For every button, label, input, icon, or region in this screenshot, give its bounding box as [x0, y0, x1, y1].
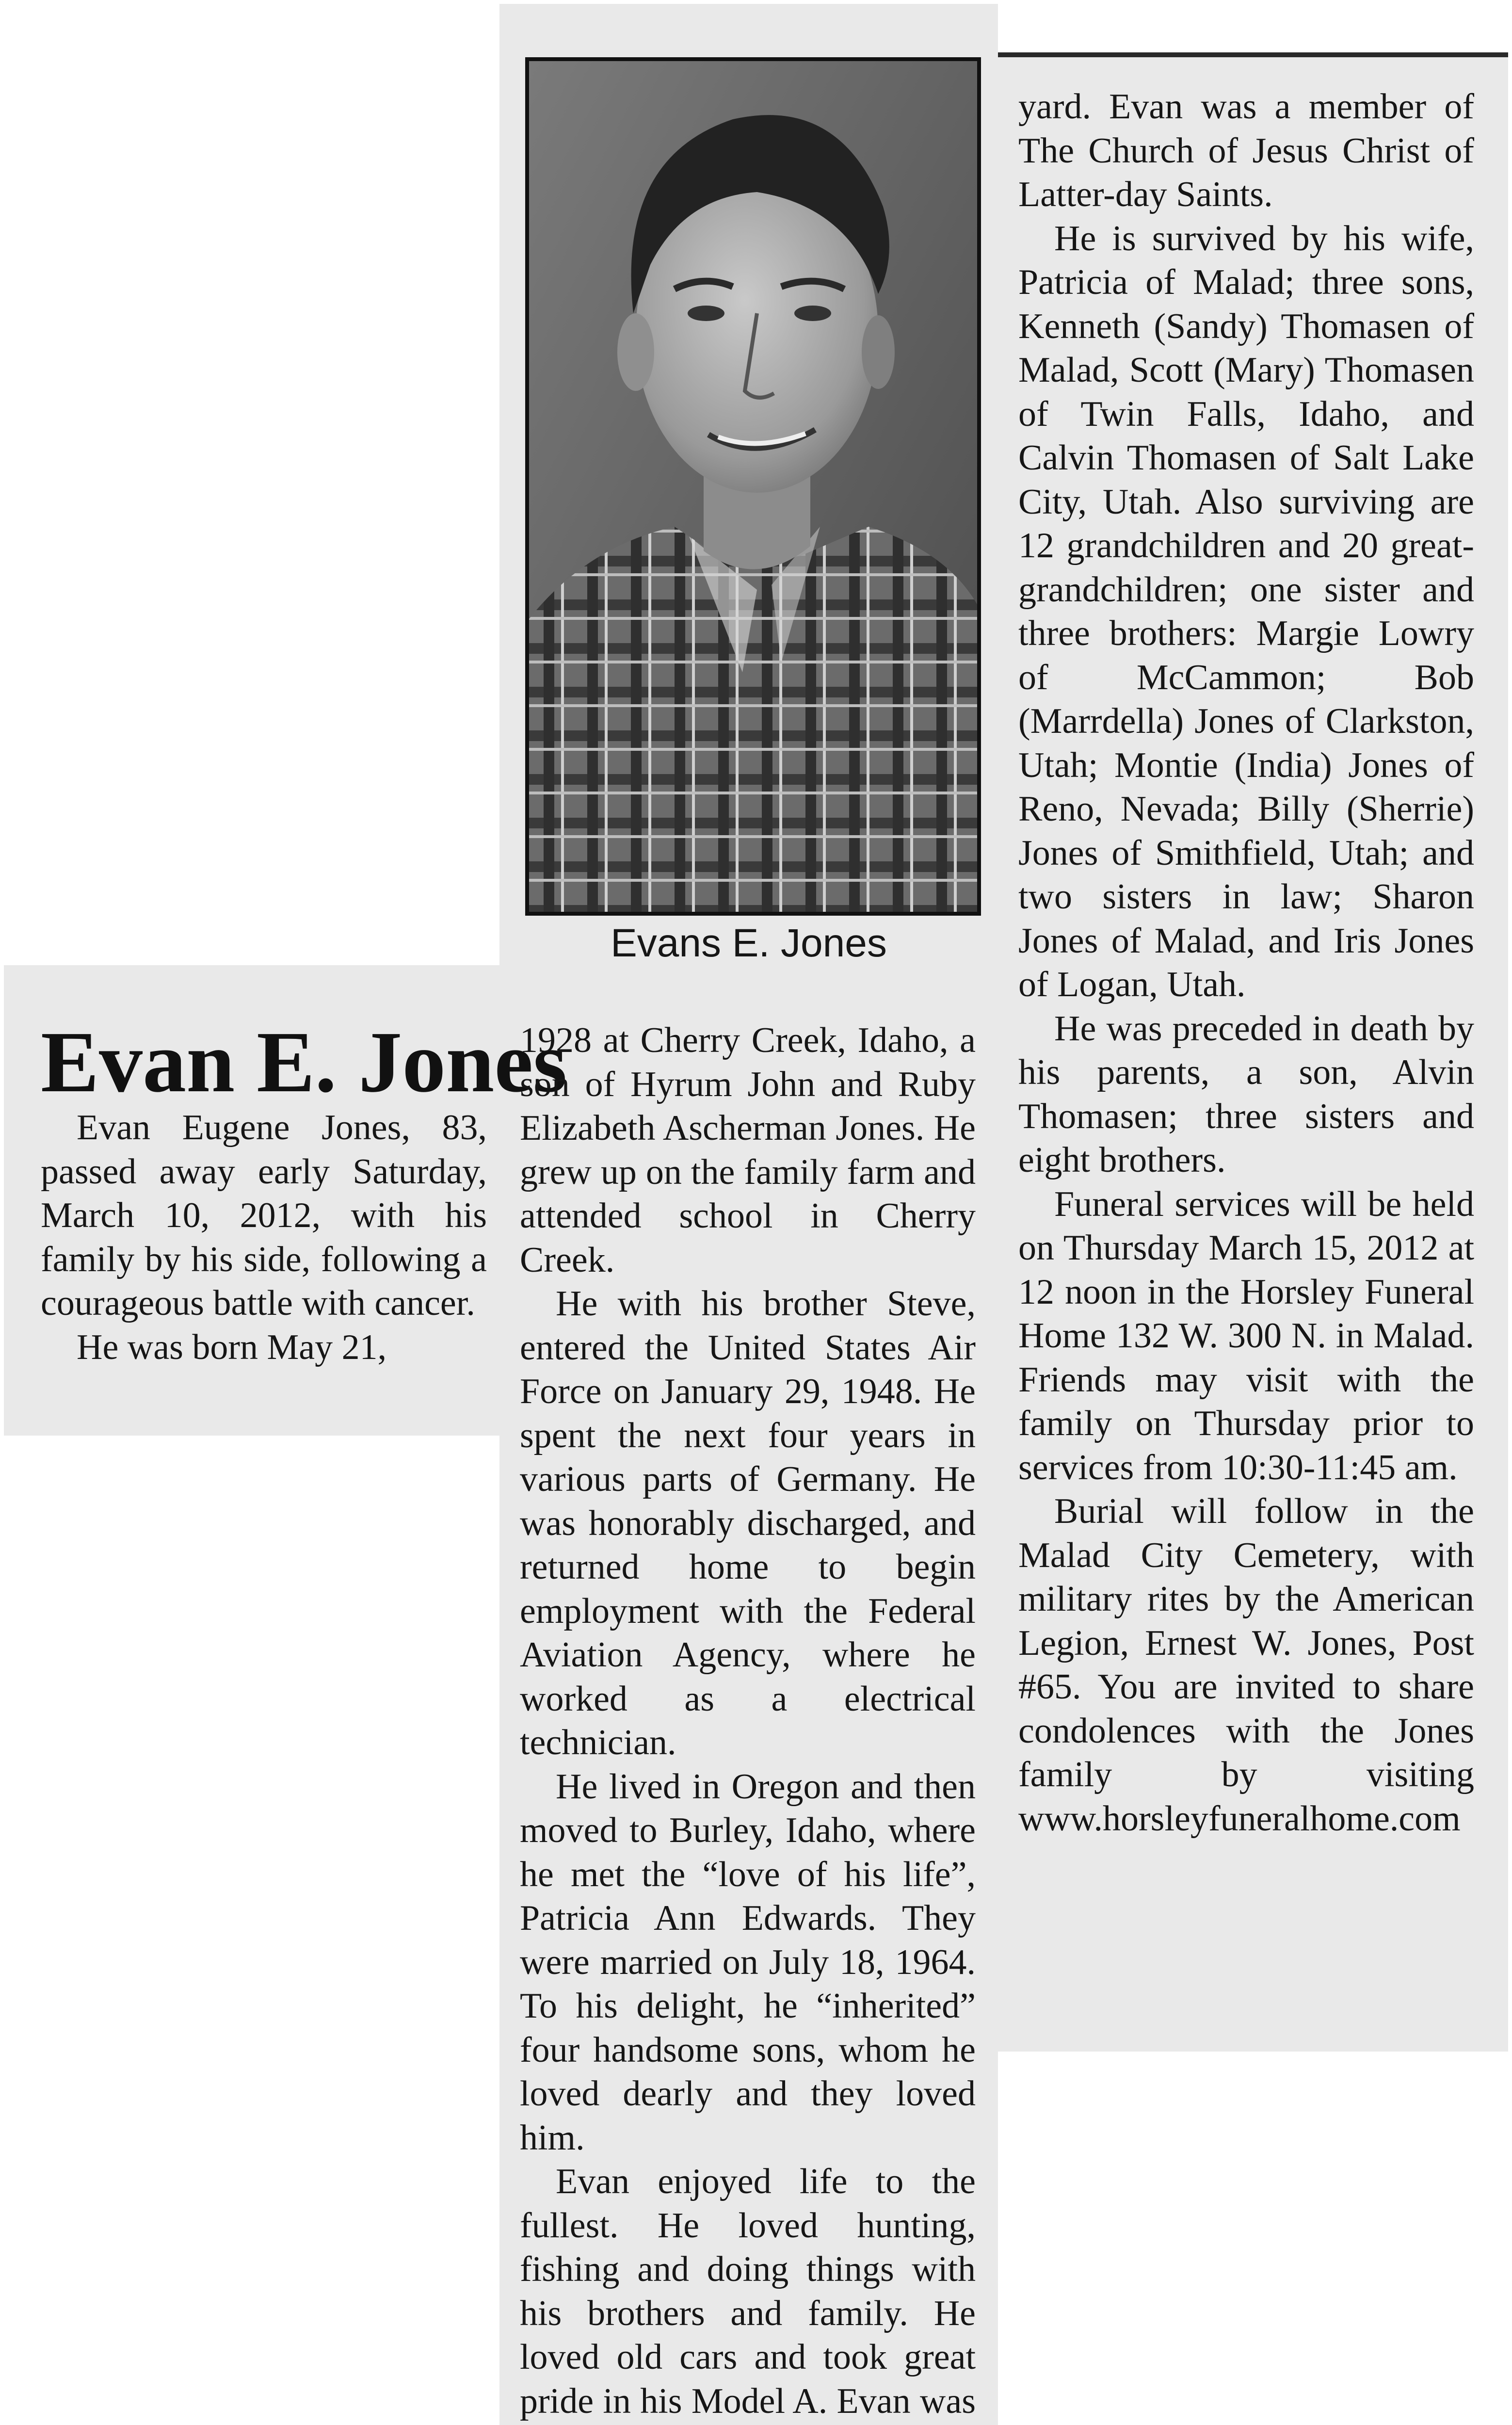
paragraph: He was preceded in death by his parents, a son, Alvin Thomasen; three sisters and eight brothers.	[1018, 1008, 1474, 1180]
paragraph: He was born May 21,	[77, 1327, 387, 1367]
portrait-illustration	[529, 61, 977, 912]
paragraph: He is survived by his wife, Patricia of Malad; three sons, Kenneth (Sandy) Thomasen of Malad, Scott (Mary) Thomasen of Twin Falls, Idaho, and Calvin Thomasen of Salt Lake City, Utah. Also surviving are 12 grandchildren and 20 great-grandchildren; one sister and three brothers: Margie Lowry of McCammon; Bob (Marrdella) Jones of Clarkston, Utah; Montie (India) Jones of Reno, Nevada; Billy (Sherrie) Jones of Smithfield, Utah; and two sisters in law; Sharon Jones of Malad, and Iris Jones of Logan, Utah.	[1018, 218, 1474, 1004]
paragraph: Evan Eugene Jones, 83, passed away early Saturday, March 10, 2012, with his family by his side, following a courageous battle with cancer.	[41, 1108, 487, 1323]
column-left-text	[41, 1106, 487, 1369]
paragraph: Funeral services will be held on Thursday March 15, 2012 at 12 noon in the Horsley Funeral Home 132 W. 300 N. in Malad. Friends may visit with the family on Thursday prior to services from 10:30-11:45 am.	[1018, 1184, 1474, 1487]
column-right-text	[1018, 85, 1474, 1841]
paragraph: Burial will follow in the Malad City Cemetery, with military rites by the American Legion, Ernest W. Jones, Post #65. You are invited to share condolences with the Jones family by visiting www.horsleyfuneralhome.com	[1018, 1491, 1474, 1839]
paragraph: 1928 at Cherry Creek, Idaho, a son of Hyrum John and Ruby Elizabeth Ascherman Jones. He grew up on the family farm and attended school in Cherry Creek.	[520, 1020, 976, 1280]
paragraph: He lived in Oregon and then moved to Burley, Idaho, where he met the “love of his life”, Patricia Ann Edwards. They were married on July 18, 1964. To his delight, he “inherited” four handsome sons, whom he loved dearly and they loved him.	[520, 1766, 976, 2158]
top-rule	[998, 52, 1508, 57]
column-middle-text	[520, 1018, 976, 2425]
paragraph: yard. Evan was a member of The Church of Jesus Christ of Latter-day Saints.	[1018, 87, 1474, 214]
photo-caption: Evans E. Jones	[611, 921, 887, 965]
obituary-headline: Evan E. Jones	[41, 1014, 567, 1110]
paragraph: He with his brother Steve, entered the United States Air Force on January 29, 1948. He spent the next four years in various parts of Germany. He was honorably discharged, and returned home to begin employment with the Federal Aviation Agency, where he worked as a electrical technician.	[520, 1284, 976, 1762]
paragraph: Evan enjoyed life to the fullest. He loved hunting, fishing and doing things with his brothers and family. He loved old cars and took great pride in his Model A. Evan was	[520, 2162, 976, 2421]
portrait-photo	[525, 57, 981, 916]
